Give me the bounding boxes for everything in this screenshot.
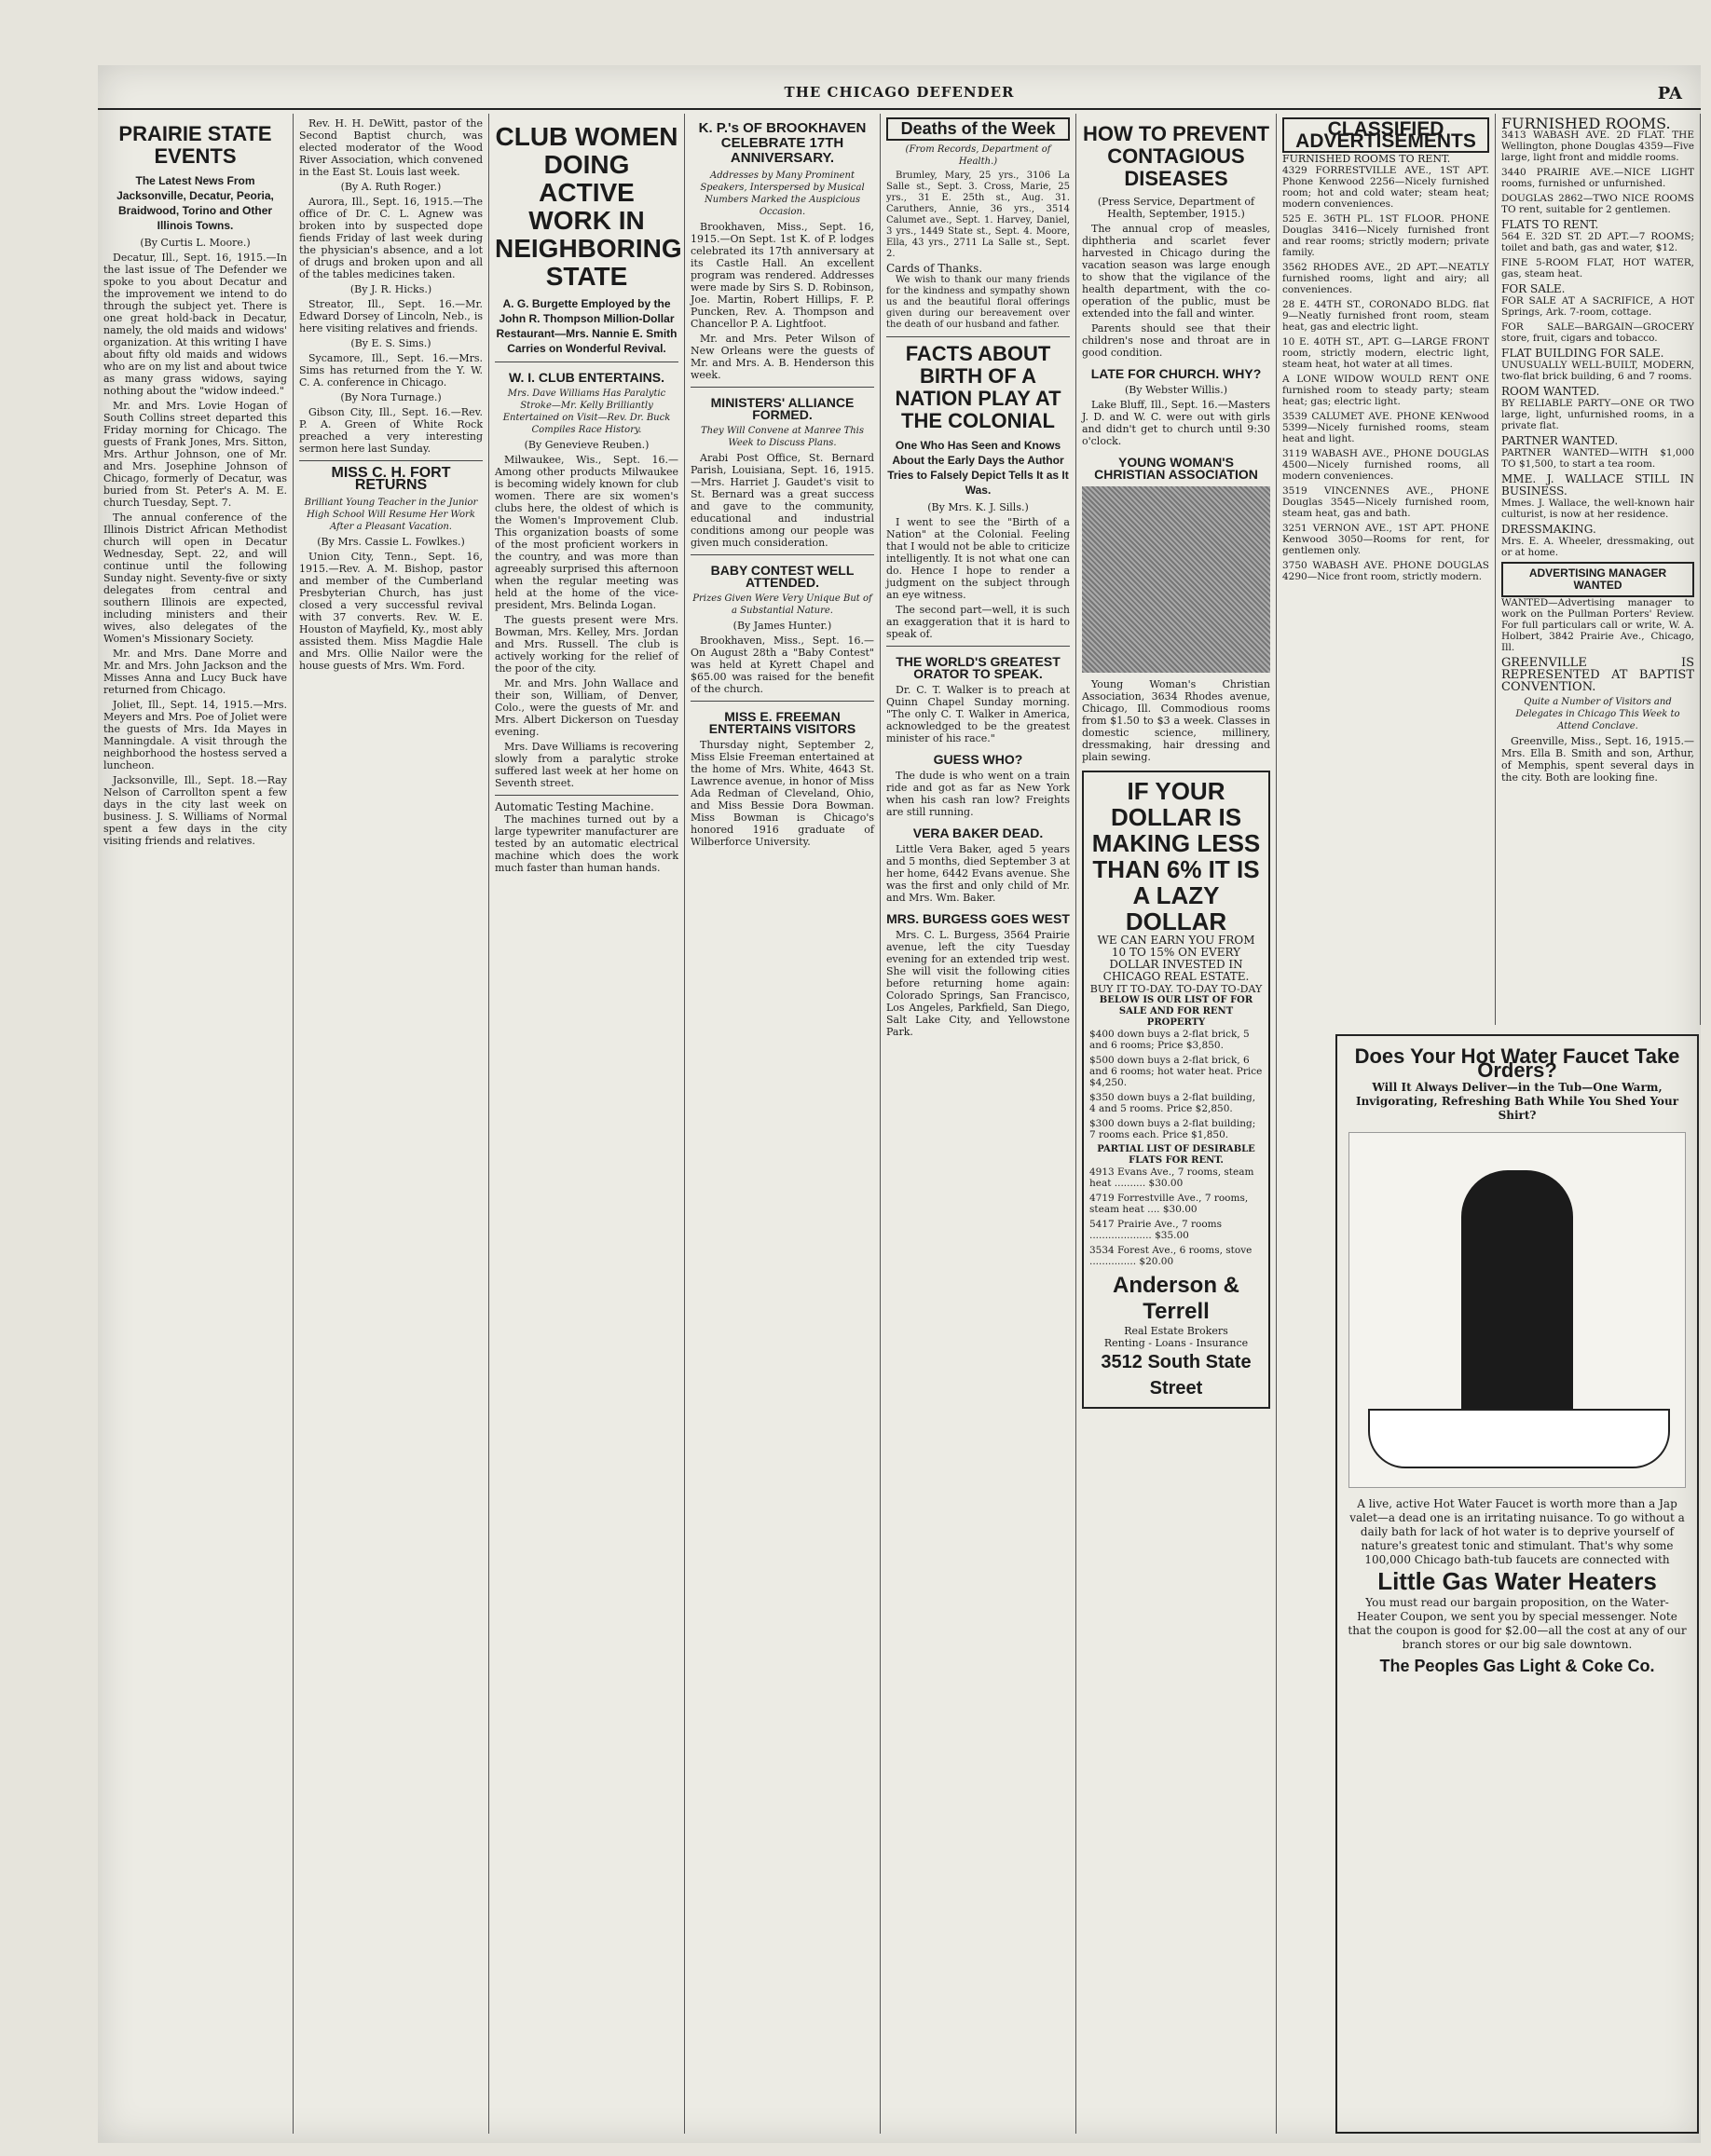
byline: (By Webster Willis.) [1125, 384, 1227, 396]
classified-item: WANTED—Advertising manager to work on the Pullman Porters' Review. For full particulars call or write, W. A. Holbert, 3842 Prairie Ave., Chicago, Ill. [1501, 597, 1694, 653]
classified-item: 4329 FORRESTVILLE AVE., 1ST APT. Phone Kenwood 2256—Nicely furnished room; hot and cold water; steam heat; modern conveniences. [1282, 165, 1489, 210]
paragraph: Gibson City, Ill., Sept. 16.—Rev. P. A. Green of White Rock preached a very interesting sermon here last Sunday. [299, 406, 483, 455]
paragraph: The machines turned out by a large typewriter manufacturer are tested by an automatic electrical machine which does the work much faster than human hands. [495, 813, 678, 874]
classified-item: 10 E. 40TH ST., APT. G—LARGE FRONT room, strictly modern, electric light, steam heat, hot water at all times. [1282, 336, 1489, 370]
paragraph: The dude is who went on a train ride and got as far as New York when his cash ran low? Freights are still running. [886, 770, 1070, 818]
section-headline: LATE FOR CHURCH. WHY? [1090, 366, 1262, 381]
paragraph: Streator, Ill., Sept. 16.—Mr. Edward Dorsey of Lincoln, Neb., is here visiting relatives and friends. [299, 298, 483, 334]
partner-wanted-headline: PARTNER WANTED. [1501, 434, 1619, 447]
column-brookhaven [685, 114, 881, 2134]
advertising-manager-headline: ADVERTISING MANAGER WANTED [1501, 562, 1694, 597]
classified-item: 3413 WABASH AVE. 2D FLAT. THE Wellington, phone Douglas 4359—Five large, light front and middle rooms. [1501, 130, 1694, 163]
byline: (By Nora Turnage.) [340, 391, 442, 403]
bathtub-icon [1368, 1409, 1670, 1468]
list-item: 4719 Forrestville Ave., 7 rooms, steam heat .... $30.00 [1089, 1193, 1249, 1215]
prairie-state-headline: PRAIRIE STATE EVENTS [118, 122, 272, 168]
faucet-ad-company: The Peoples Gas Light & Coke Co. [1379, 1657, 1655, 1675]
lazy-dollar-headline: IF YOUR DOLLAR IS MAKING LESS THAN 6% IT IS A LAZY DOLLAR [1091, 777, 1261, 935]
classified-item: PARTNER WANTED—WITH $1,000 TO $1,500, to start a tea room. [1501, 447, 1694, 470]
room-wanted-headline: ROOM WANTED. [1501, 385, 1600, 398]
ywca-photo [1082, 486, 1270, 673]
classified-item: A LONE WIDOW WOULD RENT ONE furnished room to steady party; steam heat; gas; electric light. [1282, 374, 1489, 407]
byline: (By A. Ruth Roger.) [340, 181, 442, 193]
section-headline: Automatic Testing Machine. [495, 800, 654, 813]
for-sale-headline: FOR SALE. [1501, 282, 1566, 295]
section-headline: W. I. CLUB ENTERTAINS. [509, 370, 664, 385]
byline: (By E. S. Sims.) [350, 337, 431, 349]
classified-item: 525 E. 36TH PL. 1ST FLOOR. PHONE Douglas 3416—Nicely furnished front and rear rooms; strictly modern; private family. [1282, 213, 1489, 258]
byline: (By Genevieve Reuben.) [524, 439, 650, 451]
paragraph: Thursday night, September 2, Miss Elsie Freeman entertained at the home of Mrs. White, 4643 St. Lawrence avenue, in honor of Miss Ada Redman of Cleveland, Ohio, and Miss Bessie Dora Bowman. Miss Bowman is Chicago's honored 1916 graduate of Wilberforce University. [691, 739, 874, 848]
classified-item: 3440 PRAIRIE AVE.—NICE LIGHT rooms, furnished or unfurnished. [1501, 167, 1694, 189]
classified-item: FINE 5-ROOM FLAT, HOT WATER, gas, steam heat. [1501, 257, 1694, 280]
faucet-ad-subhead: Will It Always Deliver—in the Tub—One Warm, Invigorating, Refreshing Bath While You Shed Your Shirt? [1355, 1081, 1679, 1122]
byline: (By James Hunter.) [732, 620, 832, 632]
section-headline: GUESS WHO? [933, 752, 1023, 767]
paragraph: Decatur, Ill., Sept. 16, 1915.—In the last issue of The Defender we spoke to you about Decatur and the improvement we intend to do through the subject yet. There is one great hold-back in Decatur, namely, the old maids and widows' organization. At this writing I have about fifty old maids and widows who are on my list and about twice as many grass widows, saying nothing about the "widow indeed." [103, 252, 287, 397]
classified-item: 3251 VERNON AVE., 1ST APT. PHONE Kenwood 3050—Rooms for rent, for gentlemen only. [1282, 523, 1489, 556]
paragraph: I went to see the "Birth of a Nation" at the Colonial. Feeling that I would not be able to criticize intelligently. It is not what one can do. Hence I hope to render a judgment on the subject through an eye witness. [886, 516, 1070, 601]
list-item: $500 down buys a 2-flat brick, 6 and 6 rooms; hot water heat. Price $4,250. [1089, 1055, 1263, 1088]
section-subhead: Prizes Given Were Very Unique But of a Substantial Nature. [692, 594, 872, 616]
paragraph: Mr. and Mrs. Dane Morre and Mr. and Mrs. John Jackson and the Misses Anna and Lucy Buck have returned from Chicago. [103, 648, 287, 696]
firm-address: 3512 South State Street [1101, 1352, 1252, 1399]
divider [691, 554, 874, 555]
divider [299, 460, 483, 461]
classified-item: 3539 CALUMET AVE. PHONE KENwood 5399—Nicely furnished rooms, steam heat and light. [1282, 411, 1489, 444]
masthead: THE CHICAGO DEFENDER [98, 84, 1701, 110]
section-headline: YOUNG WOMAN'S CHRISTIAN ASSOCIATION [1094, 455, 1258, 482]
faucet-ad-text: A live, active Hot Water Faucet is worth more than a Jap valet—a dead one is an irritating nuisance. To go without a daily bath for lack of hot water is to deprive yourself of nature's greatest tonic and stimulant. That's why some 100,000 Chicago bath-tub faucets are connected with [1349, 1497, 1685, 1566]
paragraph: Aurora, Ill., Sept. 16, 1915.—The office of Dr. C. L. Agnew was broken into by suspected dope fiends Friday of last week during the physician's absence, and a lot of drugs and broken upon and all of the tables medicines taken. [299, 196, 483, 280]
deaths-list: Brumley, Mary, 25 yrs., 3106 La Salle st., Sept. 3. Cross, Marie, 25 yrs., 31 E. 25th st., Aug. 31. Caruthers, Annie, 36 yrs., 3514 Calumet ave., Sept. 1. Harvey, Daniel, 3 yrs., 1449 State st., Sept. 4. Moore, Ella, 43 yrs., 2711 La Salle st., Sept. 2. [886, 171, 1070, 259]
section-headline: MINISTERS' ALLIANCE FORMED. [710, 395, 855, 422]
section-subhead: They Will Convene at Manree This Week to Discuss Plans. [701, 426, 864, 448]
divider [691, 701, 874, 702]
paragraph: Mrs. Dave Williams is recovering slowly from a paralytic stroke suffered last week at her home on Seventh street. [495, 741, 678, 789]
list-heading: PARTIAL LIST OF DESIRABLE FLATS FOR RENT. [1097, 1144, 1255, 1166]
firm-subtitle: Real Estate Brokers [1124, 1325, 1228, 1337]
faucet-ad-brand: Little Gas Water Heaters [1377, 1567, 1657, 1595]
kp-subhead: Addresses by Many Prominent Speakers, Interspersed by Musical Numbers Marked the Auspicious Occasion. [700, 171, 865, 217]
list-item: $300 down buys a 2-flat building; 7 rooms each. Price $1,850. [1089, 1118, 1256, 1140]
column-prairie-state [98, 114, 294, 2134]
birth-of-nation-headline: FACTS ABOUT BIRTH OF A NATION PLAY AT THE COLONIAL [895, 342, 1061, 432]
classified-item: FOR SALE—BARGAIN—GROCERY store, fruit, cigars and tobacco. [1501, 321, 1694, 344]
birth-of-nation-subhead: One Who Has Seen and Knows About the Early Days the Author Tries to Falsely Depict Tells It as It Was. [887, 439, 1069, 497]
furnished-rooms-headline: FURNISHED ROOMS. [1501, 115, 1671, 132]
paragraph: Mr. and Mrs. Lovie Hogan of South Collins street departed this Friday morning for Chicago. The guests of Frank Jones, Mrs. Sitton, Mrs. Arthur Johnson, one of Mr. and Mrs. Josephine Johnson of Chicago, formerly of Decatur, was buried from St. Peter's A. M. E. church Tuesday, Sept. 7. [103, 400, 287, 509]
classified-item: Mrs. E. A. Wheeler, dressmaking, out or at home. [1501, 536, 1694, 558]
deaths-source: (From Records, Department of Health.) [905, 144, 1051, 167]
newspaper-page [98, 65, 1701, 2143]
byline: (By Curtis L. Moore.) [140, 237, 251, 249]
paragraph: Jacksonville, Ill., Sept. 18.—Ray Nelson of Carrollton spent a few days in the city last week on business. J. S. Williams of Normal spent a few days in the city visiting friends and relatives. [103, 774, 287, 847]
classified-item: DOUGLAS 2862—TWO NICE ROOMS TO rent, suitable for 2 gentlemen. [1501, 193, 1694, 215]
paragraph: Greenville, Miss., Sept. 16, 1915.—Mrs. Ella B. Smith and son, Arthur, of Memphis, spent several days in the city. Both are looking fine. [1501, 735, 1694, 784]
lazy-dollar-subhead: WE CAN EARN YOU FROM 10 TO 15% ON EVERY DOLLAR INVESTED IN CHICAGO REAL ESTATE. [1097, 934, 1255, 983]
paragraph: The guests present were Mrs. Bowman, Mrs. Kelley, Mrs. Jordan and Mrs. Russell. The club is actively working for the relief of the poor of the city. [495, 614, 678, 675]
flat-building-headline: FLAT BUILDING FOR SALE. [1501, 347, 1664, 360]
deaths-box-title: Deaths of the Week [886, 117, 1070, 141]
paragraph: Dr. C. T. Walker is to preach at Quinn Chapel Sunday morning. "The only C. T. Walker in America, acknowledged to be the greatest minister of his race." [886, 684, 1070, 744]
section-headline: BABY CONTEST WELL ATTENDED. [710, 563, 855, 590]
classified-item: 28 E. 44TH ST., CORONADO BLDG. flat 9—Neatly furnished front room, steam heat, gas and electric light. [1282, 299, 1489, 333]
divider [691, 387, 874, 388]
paragraph: Parents should see that their children's nose and throat are in good condition. [1082, 322, 1270, 359]
paragraph: Sycamore, Ill., Sept. 16.—Mrs. Sims has returned from the Y. W. C. A. conference in Chicago. [299, 352, 483, 389]
faucet-ad-text: You must read our bargain proposition, on the Water-Heater Coupon, we sent you by special messenger. Note that the coupon is good for $2.00—all the cost at any of our branch stores or our big sale downtown. [1348, 1596, 1687, 1651]
column-deaths-and-birth [881, 114, 1076, 2134]
paragraph: Brookhaven, Miss., Sept. 16.—On August 28th a "Baby Contest" was held at Kyrett Chapel and $65.00 was raised for the benefit of the church. [691, 635, 874, 695]
paragraph: Brookhaven, Miss., Sept. 16, 1915.—On Sept. 1st K. of P. lodges celebrated its 17th anniversary at its Castle Hall. An excellent program was rendered. Addresses were made by Sirs S. D. Robinson, Joe. Martin, Robert Hillips, F. P. Puncken, Rev. A. Thompson and Chancellor P. A. Lightfoot. [691, 221, 874, 330]
byline: (Press Service, Department of Health, September, 1915.) [1097, 196, 1255, 220]
paragraph: Little Vera Baker, aged 5 years and 5 months, died September 3 at her home, 6442 Evans avenue. She was the first and only child of Mr. and Mrs. Wm. Baker. [886, 843, 1070, 904]
firm-name: Anderson & Terrell [1112, 1273, 1239, 1324]
section-headline: MISS E. FREEMAN ENTERTAINS VISITORS [708, 709, 856, 736]
column-furnished-rooms [1496, 114, 1701, 1025]
paragraph: The annual conference of the Illinois District African Methodist church will open in Decatur Wednesday, Sept. 22, and will continue until the following Sunday night. Seventy-five or sixty delegates from central and southern Illinois are expected, including ministers and their wives, also delegates of the Women's Missionary Society. [103, 512, 287, 645]
divider [495, 795, 678, 796]
classified-item: FOR SALE AT A SACRIFICE, A HOT Springs, Ark. 7-room, cottage. [1501, 295, 1694, 318]
paragraph: Rev. H. H. DeWitt, pastor of the Second Baptist church, was elected moderator of the Wood River Association, which convened in the East St. Louis last week. [299, 117, 483, 178]
greenville-headline: GREENVILLE IS REPRESENTED AT BAPTIST CONVENTION. [1501, 656, 1694, 694]
classified-item: BY RELIABLE PARTY—ONE OR TWO large, light, unfurnished rooms, in a private flat. [1501, 398, 1694, 431]
byline: (By J. R. Hicks.) [349, 283, 432, 295]
paragraph: Young Woman's Christian Association, 3634 Rhodes avenue, Chicago, Ill. Commodious rooms from $1.50 to $3 a week. Classes in domestic science, millinery, dressmaking, hair dressing and plain sewing. [1082, 678, 1270, 763]
contagious-diseases-headline: HOW TO PREVENT CONTAGIOUS DISEASES [1082, 122, 1270, 190]
faucet-ad-headline: Does Your Hot Water Faucet Take Orders? [1354, 1044, 1680, 1082]
classified-item: Mmes. J. Wallace, the well-known hair culturist, is now at her residence. [1501, 498, 1694, 520]
paragraph: Milwaukee, Wis., Sept. 16.—Among other products Milwaukee is becoming widely known for club women. There are six women's clubs here, the oldest of which is the Women's Improvement Club. This organization boasts of some of the most proficient workers in the country, and was more than agreeably surprised this afternoon when the regular meeting was held at the home of the vice-president, Mrs. Belinda Logan. [495, 454, 678, 611]
section-subhead: Mrs. Dave Williams Has Paralytic Stroke—Mr. Kelly Brilliantly Entertained on Visit—Rev. Dr. Buck Compiles Race History. [502, 389, 671, 435]
dressmaking-headline: DRESSMAKING. [1501, 523, 1596, 536]
paragraph: Mrs. C. L. Burgess, 3564 Prairie avenue, left the city Tuesday evening for an extended trip west. She will visit the following cities before returning home again: Colorado Springs, San Francisco, Los Angeles, Parkfield, San Diego, Salt Lake City, and Yellowstone Park. [886, 929, 1070, 1038]
classified-subhead: FURNISHED ROOMS TO RENT. [1282, 153, 1451, 165]
lazy-dollar-ad [1082, 771, 1270, 1409]
classified-headline: CLASSIFIED ADVERTISEMENTS [1282, 117, 1489, 153]
column-health-and-realestate [1076, 114, 1277, 2134]
prairie-state-subhead: The Latest News From Jacksonville, Decatur, Peoria, Braidwood, Torino and Other Illinois Towns. [116, 174, 274, 232]
list-item: $400 down buys a 2-flat brick, 5 and 6 rooms; Price $3,850. [1089, 1029, 1250, 1051]
section-headline: THE WORLD'S GREATEST ORATOR TO SPEAK. [896, 654, 1061, 681]
gas-water-heater-ad [1335, 1034, 1699, 2134]
club-women-headline: CLUB WOMEN DOING ACTIVE WORK IN NEIGHBORING STATE [495, 122, 682, 291]
classified-item: UNUSUALLY WELL-BUILT, MODERN, two-flat brick building, 6 and 7 rooms. [1501, 360, 1694, 382]
byline: (By Mrs. K. J. Sills.) [927, 501, 1029, 513]
column-local-news [294, 114, 489, 2134]
list-item: $350 down buys a 2-flat building, 4 and 5 rooms. Price $2,850. [1089, 1092, 1256, 1114]
kp-headline: K. P.'s OF BROOKHAVEN CELEBRATE 17TH ANNIVERSARY. [698, 120, 867, 166]
classified-item: 3519 VINCENNES AVE., PHONE Douglas 3545—Nicely furnished room, steam heat, gas and bath. [1282, 485, 1489, 519]
man-figure-icon [1461, 1170, 1573, 1450]
paragraph: The second part—well, it is such an exaggeration that it is hard to speak of. [886, 604, 1070, 640]
page-folio: PA [1657, 84, 1682, 103]
section-subhead: Brilliant Young Teacher in the Junior High School Will Resume Her Work After a Pleasant Vacation. [304, 498, 478, 532]
paragraph: Mr. and Mrs. John Wallace and their son, William, of Denver, Colo., were the guests of Mr. and Mrs. Albert Dickerson on Tuesday evening. [495, 677, 678, 738]
paragraph: Union City, Tenn., Sept. 16, 1915.—Rev. A. M. Bishop, pastor and member of the Cumberland Presbyterian Church, has just closed a very successful revival with 37 converts. Rev. W. E. Houston of Mayfield, Ky., most ably assisted them. Miss Magdie Hale and Mrs. Ollie Nailor were the house guests of Mrs. Wm. Ford. [299, 551, 483, 672]
bathroom-illustration [1348, 1132, 1686, 1488]
paragraph: Mr. and Mrs. Peter Wilson of New Orleans were the guests of Mr. and Mrs. A. B. Henderson this week. [691, 333, 874, 381]
firm-services: Renting - Loans - Insurance [1103, 1337, 1249, 1349]
list-item: 4913 Evans Ave., 7 rooms, steam heat .......... $30.00 [1089, 1167, 1254, 1189]
column-club-women [489, 114, 685, 2134]
classified-item: 564 E. 32D ST. 2D APT.—7 ROOMS; toilet and bath, gas and water, $12. [1501, 231, 1694, 253]
lazy-dollar-buy: BUY IT TO-DAY. TO-DAY TO-DAY [1089, 983, 1263, 995]
paragraph: Arabi Post Office, St. Bernard Parish, Louisiana, Sept. 16, 1915.—Mrs. Harriet J. Gaudet's visit to St. Bernard was a great success and gave to the community, educational and industrial conditions among our people was given much consideration. [691, 452, 874, 549]
paragraph: We wish to thank our many friends for the kindness and sympathy shown us and the beautiful floral offerings given during our bereavement over the death of our husband and father. [886, 275, 1070, 330]
flats-headline: FLATS TO RENT. [1501, 218, 1599, 231]
greenville-subhead: Quite a Number of Visitors and Delegates in Chicago This Week to Attend Conclave. [1515, 697, 1680, 731]
classified-item: 3562 RHODES AVE., 2D APT.—NEATLY furnished rooms, light and airy; all conveniences. [1282, 262, 1489, 295]
list-item: 3534 Forest Ave., 6 rooms, stove ............... $20.00 [1089, 1245, 1252, 1267]
list-heading: BELOW IS OUR LIST OF FOR SALE AND FOR RENT PROPERTY [1099, 995, 1253, 1028]
classified-item: 3119 WABASH AVE., PHONE DOUGLAS 4500—Nicely furnished rooms, all modern conveniences. [1282, 448, 1489, 482]
milliner-headline: MME. J. WALLACE STILL IN BUSINESS. [1501, 472, 1694, 498]
cards-of-thanks-head: Cards of Thanks. [886, 262, 983, 275]
byline: (By Mrs. Cassie L. Fowlkes.) [317, 536, 465, 548]
paragraph: The annual crop of measles, diphtheria and scarlet fever harvested in Chicago during the vacation season was large enough to show that the vigilance of the health department, with the co-operation of the public, must be extended into the fall and winter. [1082, 223, 1270, 320]
section-headline: MISS C. H. FORT RETURNS [331, 465, 451, 493]
column-classified [1277, 114, 1496, 1025]
list-item: 5417 Prairie Ave., 7 rooms .................... $35.00 [1089, 1219, 1223, 1241]
club-women-subhead: A. G. Burgette Employed by the John R. Thompson Million-Dollar Restaurant—Mrs. Nannie E. Smith Carries on Wonderful Revival. [496, 297, 678, 355]
section-headline: MRS. BURGESS GOES WEST [886, 911, 1070, 926]
paragraph: Joliet, Ill., Sept. 14, 1915.—Mrs. Meyers and Mrs. Poe of Joliet were the guests of Mrs. Ida Mayes in Manningdale. A visit through the neighborhood the hostess served a luncheon. [103, 699, 287, 771]
divider [886, 336, 1070, 337]
divider [886, 646, 1070, 647]
section-headline: VERA BAKER DEAD. [912, 826, 1044, 840]
paragraph: Lake Bluff, Ill., Sept. 16.—Masters J. D. and W. C. were out with girls and didn't get to church until 9:30 o'clock. [1082, 399, 1270, 447]
classified-item: 3750 WABASH AVE. PHONE DOUGLAS 4290—Nice front room, strictly modern. [1282, 560, 1489, 582]
